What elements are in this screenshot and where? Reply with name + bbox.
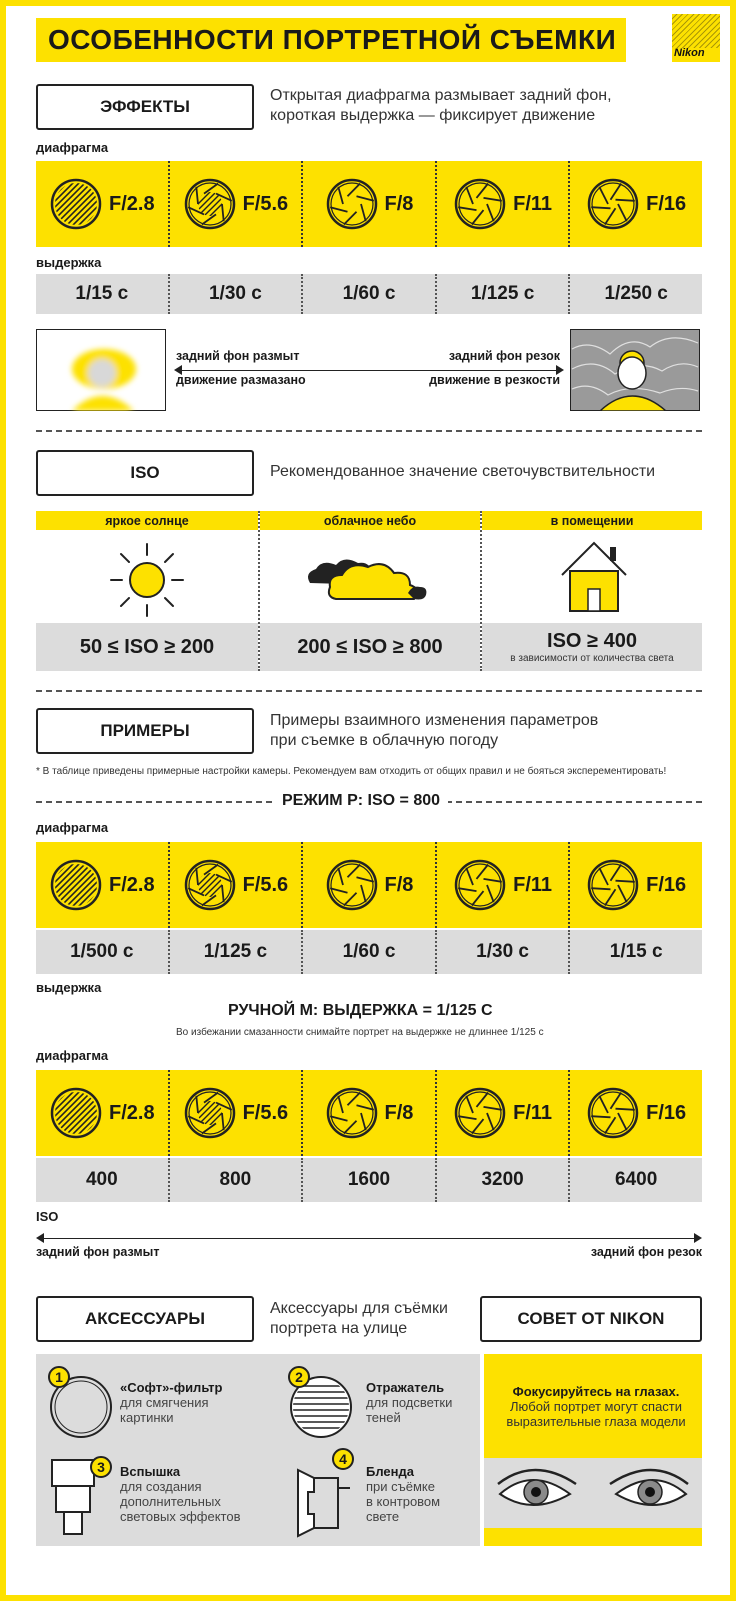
shutter-cell: [568, 274, 702, 314]
aperture-cell: [301, 842, 435, 928]
shutter-value: 1/60 с: [342, 941, 396, 962]
aperture-icon: [453, 1086, 507, 1140]
examples-description: [270, 711, 598, 751]
iso-value-sun: 50 ≤ ISO ≥ 200: [79, 635, 215, 658]
aperture-label: диафрагма: [36, 140, 109, 155]
mode-m-aperture-label: диафрагма: [36, 1048, 109, 1063]
shutter-cell: [301, 274, 435, 314]
aperture-icon: [183, 858, 237, 912]
examples-range-arrow: [38, 1238, 700, 1239]
aperture-value: F/8: [384, 873, 414, 896]
aperture-icon: [325, 1086, 379, 1140]
accessory-item-3: [120, 1464, 241, 1524]
effects-description: [270, 86, 612, 126]
aperture-value: F/2.8: [109, 873, 155, 896]
accessory-text-4a: при съёмке: [366, 1479, 435, 1494]
shutter-value: 1/15 с: [75, 283, 129, 304]
accessory-text-2a: для подсветки: [366, 1395, 453, 1410]
iso-head-cloud: облачное небо: [260, 511, 480, 530]
accessory-item-4: [366, 1464, 440, 1524]
iso-sub-indoor: в зависимости от количества света: [510, 653, 674, 664]
iso-head-indoor: в помещении: [482, 511, 702, 530]
accessory-text-1b: картинки: [120, 1410, 174, 1425]
iso-column-cloud: [258, 511, 480, 671]
accessories-description: [270, 1299, 448, 1339]
aperture-cell: [36, 842, 168, 928]
effects-aperture-row: [36, 161, 702, 247]
aperture-cell: [568, 1070, 702, 1156]
accessory-text-2b: теней: [366, 1410, 401, 1425]
accessory-title-1: «Софт»-фильтр: [120, 1380, 223, 1395]
examples-range-left: задний фон размыт: [36, 1245, 160, 1259]
accessory-title-3: Вспышка: [120, 1464, 181, 1479]
iso-column-sun: [36, 511, 258, 671]
shutter-value: 1/125 с: [203, 941, 268, 962]
aperture-icon: [453, 858, 507, 912]
aperture-icon: [49, 1086, 103, 1140]
effects-left-line1: задний фон размыт: [176, 349, 300, 363]
shutter-cell: [435, 274, 569, 314]
aperture-icon: [453, 177, 507, 231]
aperture-icon: [586, 1086, 640, 1140]
aperture-value: F/11: [513, 192, 553, 215]
section-iso-label: ISO: [36, 450, 254, 496]
aperture-cell: [168, 161, 302, 247]
aperture-value: F/16: [646, 192, 687, 215]
aperture-cell: [435, 842, 569, 928]
nikon-logo: [672, 14, 720, 62]
mode-m-iso-label: ISO: [36, 1209, 59, 1224]
effects-description-line1: Открытая диафрагма размывает задний фон,: [270, 87, 612, 104]
shutter-cell: [301, 930, 435, 974]
aperture-cell: [301, 1070, 435, 1156]
shutter-cell: [435, 930, 569, 974]
iso-value: 800: [219, 1169, 252, 1190]
examples-range-right: задний фон резок: [590, 1245, 702, 1259]
aperture-cell: [36, 161, 168, 247]
iso-cell: [435, 1158, 569, 1202]
iso-value-cloud: 200 ≤ ISO ≥ 800: [297, 635, 443, 658]
aperture-value: F/2.8: [109, 1101, 155, 1124]
accessory-number-1: 1: [48, 1366, 70, 1388]
iso-cell: [568, 1158, 702, 1202]
house-icon: [558, 537, 630, 617]
aperture-value: F/5.6: [242, 873, 289, 896]
aperture-value: F/11: [513, 873, 553, 896]
shutter-value: 1/15 с: [609, 941, 663, 962]
iso-cell: [36, 1158, 168, 1202]
aperture-icon: [586, 177, 640, 231]
effects-shutter-row: [36, 274, 702, 314]
section-effects-label: ЭФФЕКТЫ: [36, 84, 254, 130]
aperture-value: F/2.8: [109, 192, 155, 215]
accessory-text-3c: световых эффектов: [120, 1509, 241, 1524]
effects-description-line2: короткая выдержка — фиксирует движение: [270, 107, 596, 124]
effects-left-line2: движение размазано: [176, 373, 306, 387]
accessory-title-2: Отражатель: [366, 1380, 445, 1395]
shutter-cell: [168, 930, 302, 974]
brand-name: Nikon: [674, 47, 705, 59]
mode-m-note: Во избежании смазанности снимайте портрет на выдержке не длиннее 1/125 с: [176, 1027, 544, 1038]
shutter-value: 1/30 с: [476, 941, 529, 962]
mode-m-aperture-row: [36, 1070, 702, 1156]
shutter-value: 1/500 с: [70, 941, 134, 962]
examples-description-line2: при съемке в облачную погоду: [270, 732, 499, 749]
tip-text: [494, 1384, 698, 1429]
aperture-value: F/8: [384, 1101, 414, 1124]
aperture-value: F/11: [513, 1101, 553, 1124]
tip-panel: [484, 1354, 702, 1546]
aperture-value: F/16: [646, 873, 687, 896]
iso-head-sun: яркое солнце: [36, 511, 258, 530]
aperture-cell: [435, 1070, 569, 1156]
examples-description-line1: Примеры взаимного изменения параметров: [270, 712, 599, 729]
accessory-number-2: 2: [288, 1366, 310, 1388]
page-title: [36, 18, 626, 62]
aperture-cell: [168, 1070, 302, 1156]
aperture-value: F/8: [384, 192, 414, 215]
aperture-value: F/16: [646, 1101, 687, 1124]
accessory-text-4c: свете: [366, 1509, 400, 1524]
tip-text-line1: Любой портрет могут спасти: [509, 1399, 683, 1414]
aperture-cell: [168, 842, 302, 928]
section-accessories-label: АКСЕССУАРЫ: [36, 1296, 254, 1342]
aperture-icon: [325, 177, 379, 231]
iso-value: 1600: [347, 1169, 391, 1190]
iso-cell: [301, 1158, 435, 1202]
lens-hood-icon: [294, 1462, 356, 1540]
aperture-icon: [49, 177, 103, 231]
aperture-icon: [49, 858, 103, 912]
section-divider: [36, 690, 702, 692]
iso-value-indoor: ISO ≥ 400: [547, 630, 637, 652]
effects-range-arrow: [176, 370, 562, 371]
accessory-item-2: [366, 1380, 452, 1425]
mode-p-title: РЕЖИМ P: ISO = 800: [274, 792, 448, 810]
mode-p-aperture-label: диафрагма: [36, 820, 109, 835]
aperture-cell: [568, 161, 702, 247]
sun-icon: [107, 540, 187, 620]
aperture-icon: [183, 1086, 237, 1140]
accessory-text-1a: для смягчения: [120, 1395, 209, 1410]
aperture-cell: [568, 842, 702, 928]
aperture-value: F/5.6: [242, 1101, 289, 1124]
cloud-icon: [300, 551, 430, 611]
mode-m-title: РУЧНОЙ М: ВЫДЕРЖКА = 1/125 С: [220, 1002, 501, 1020]
mode-m-iso-row: [36, 1158, 702, 1202]
aperture-cell: [36, 1070, 168, 1156]
mode-p-shutter-row: [36, 930, 702, 974]
effects-right-line2: движение в резкости: [429, 373, 560, 387]
accessories-description-line1: Аксессуары для съёмки: [270, 1300, 448, 1317]
blurred-portrait-image: [36, 329, 166, 411]
aperture-icon: [325, 858, 379, 912]
iso-value: 3200: [481, 1169, 524, 1190]
accessories-panel: [36, 1354, 480, 1546]
tip-title: Фокусируйтесь на глазах.: [512, 1384, 680, 1399]
iso-value: 6400: [615, 1169, 658, 1190]
aperture-cell: [435, 161, 569, 247]
section-examples-label: ПРИМЕРЫ: [36, 708, 254, 754]
aperture-value: F/5.6: [242, 192, 289, 215]
accessories-description-line2: портрета на улице: [270, 1320, 408, 1337]
accessory-item-1: [120, 1380, 222, 1425]
aperture-icon: [183, 177, 237, 231]
mode-p-shutter-label: выдержка: [36, 980, 102, 995]
shutter-value: 1/125 с: [470, 283, 535, 304]
shutter-value: 1/30 с: [208, 283, 262, 304]
iso-foot-cloud: [260, 623, 480, 671]
shutter-cell: [36, 274, 168, 314]
section-divider: [36, 430, 702, 432]
iso-foot-sun: [36, 623, 258, 671]
iso-column-indoor: [480, 511, 702, 671]
shutter-label: выдержка: [36, 255, 102, 270]
accessory-text-4b: в контровом: [366, 1494, 441, 1509]
aperture-icon: [586, 858, 640, 912]
iso-cell: [168, 1158, 302, 1202]
shutter-cell: [36, 930, 168, 974]
shutter-cell: [168, 274, 302, 314]
effects-right-line1: задний фон резок: [448, 349, 560, 363]
mode-p-aperture-row: [36, 842, 702, 928]
sharp-portrait-image: [570, 329, 700, 411]
shutter-cell: [568, 930, 702, 974]
accessory-text-3b: дополнительных: [120, 1494, 221, 1509]
shutter-value: 1/250 с: [604, 283, 668, 304]
shutter-value: 1/60 с: [342, 283, 396, 304]
aperture-cell: [301, 161, 435, 247]
section-tip-label: СОВЕТ ОТ NIKON: [480, 1296, 702, 1342]
page-title-text: ОСОБЕННОСТИ ПОРТРЕТНОЙ СЪЕМКИ: [48, 24, 617, 55]
iso-description: Рекомендованное значение светочувствительности: [270, 463, 656, 480]
examples-footnote: * В таблице приведены примерные настройки камеры. Рекомендуем вам отходить от общих правил и не бояться эксперементировать!: [36, 766, 667, 777]
eyes-icon: [484, 1458, 702, 1528]
iso-value: 400: [85, 1169, 118, 1190]
accessory-title-4: Бленда: [366, 1464, 414, 1479]
eyes-illustration: [484, 1458, 702, 1528]
iso-foot-indoor: [482, 623, 702, 671]
tip-text-line2: выразительные глаза модели: [506, 1414, 686, 1429]
accessory-number-4: 4: [332, 1448, 354, 1470]
accessory-number-3: 3: [90, 1456, 112, 1478]
accessory-text-3a: для создания: [120, 1479, 202, 1494]
